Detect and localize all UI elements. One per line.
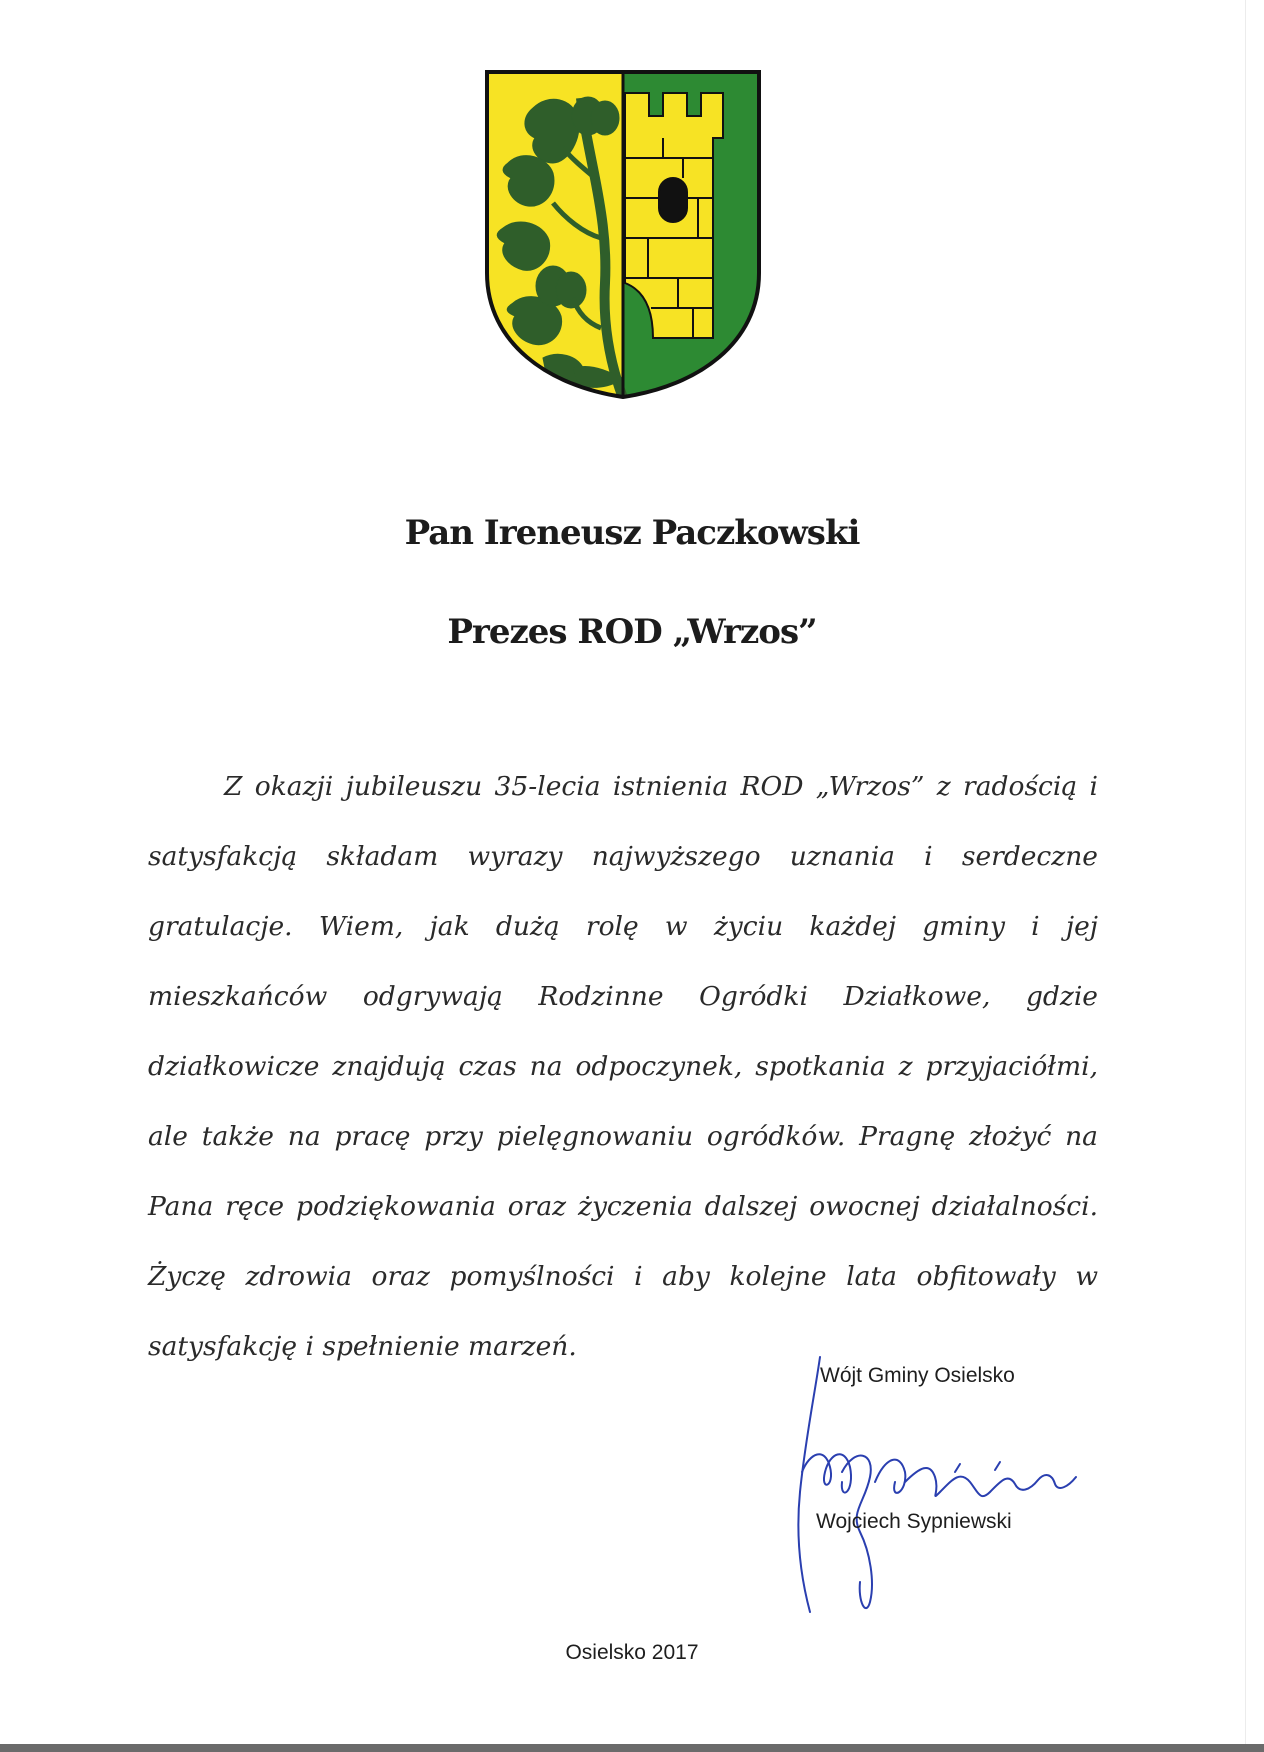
signatory-title: Wójt Gminy Osielsko <box>820 1364 1015 1387</box>
scan-bottom-border <box>0 1744 1264 1752</box>
coat-of-arms <box>483 68 763 401</box>
signature-scribble-icon <box>780 1352 1100 1622</box>
handwritten-signature <box>780 1352 1100 1622</box>
osielsko-coat-of-arms-icon <box>483 68 763 401</box>
paper-edge-line <box>1245 0 1246 1752</box>
letter-body: Z okazji jubileuszu 35-lecia istnienia ROD „Wrzos” z radością i satysfakcją składam wyrazy najwyższego uznania i serdeczne gratulacje. Wiem, jak dużą rolę w życiu każdej gminy i jej mieszkańców odgrywają Rodzinne Ogródki Działkowe, gdzie działkowicze znajdują czas na odpoczynek, spotkania z przyjaciółmi, ale także na pracę przy pielęgnowaniu ogródków. Pragnę złożyć na Pana ręce podziękowania oraz życzenia dalszej owocnej działalności. Życzę zdrowia oraz pomyślności i aby kolejne lata obfitowały w satysfakcję i spełnienie marzeń. <box>148 771 1098 1362</box>
recipient-name: Pan Ireneusz Paczkowski <box>404 513 860 553</box>
place-and-date: Osielsko 2017 <box>565 1641 699 1664</box>
recipient-role: Prezes ROD „Wrzos” <box>447 612 817 652</box>
signatory-name: Wojciech Sypniewski <box>816 1510 1012 1533</box>
